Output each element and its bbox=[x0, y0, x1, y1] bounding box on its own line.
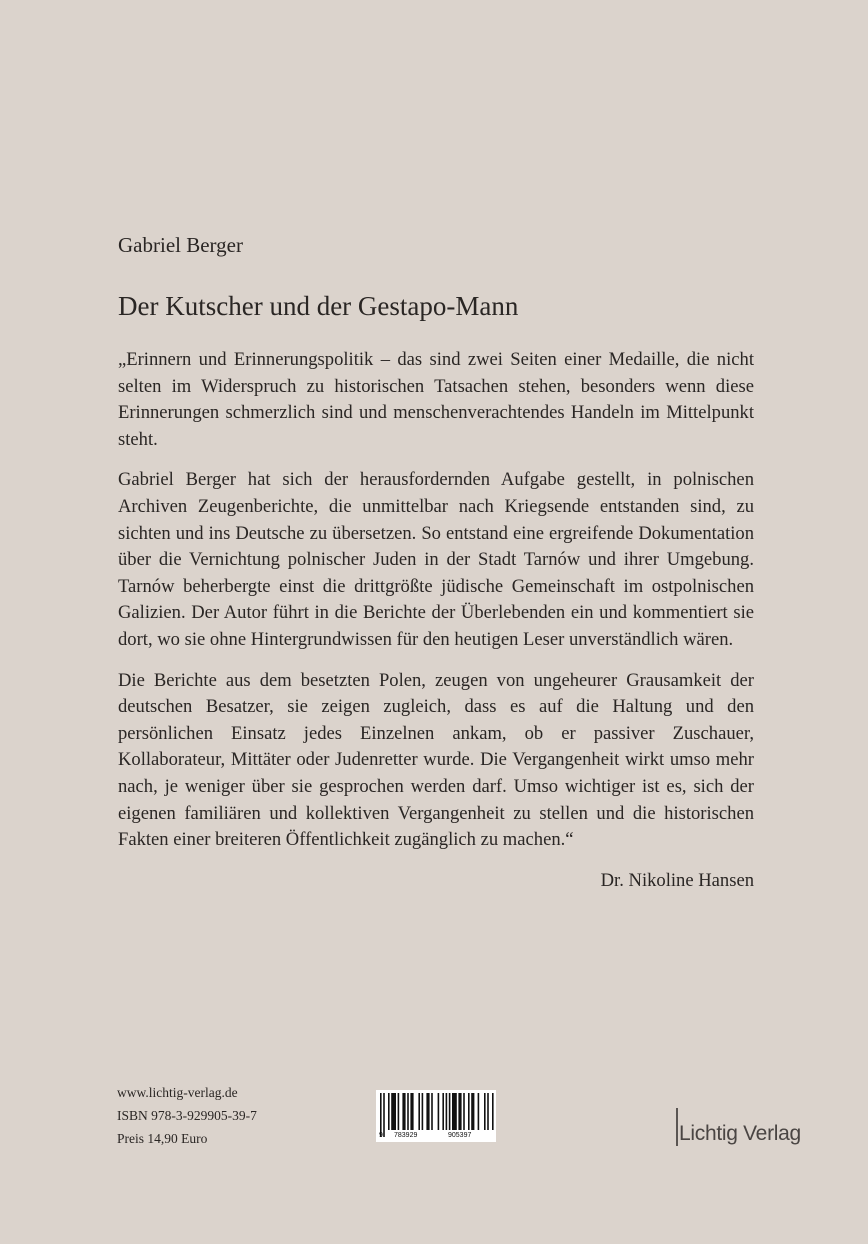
blurb-paragraph-3: Die Berichte aus dem besetzten Polen, zeugen von ungeheurer Grausamkeit der deutschen Besatzer, sie zeigen zugleich, dass es auf die Haltung und den persönlichen Einsatz jedes Einzelnen ankam, ob er passiver Zuschauer, Kollaborateur, Mittäter oder Judenretter wurde. Die Vergangenheit wirkt umso mehr nach, je weniger über sie gesprochen werden darf. Umso wichtiger ist es, sich der eigenen familiären und kollektiven Vergangenheit zu stellen und die historischen Fakten einer breiteren Öffentlichkeit zugänglich zu machen.“ bbox=[118, 669, 754, 851]
imprint-block bbox=[117, 1081, 257, 1150]
price-label: Preis 14,90 Euro bbox=[117, 1131, 208, 1146]
isbn-barcode bbox=[376, 1090, 496, 1142]
isbn-number: ISBN 978-3-929905-39-7 bbox=[117, 1108, 257, 1123]
book-author: Gabriel Berger bbox=[118, 233, 243, 257]
blurb-signature: Dr. Nikoline Hansen bbox=[600, 869, 754, 891]
barcode-left-digits: 783929 bbox=[394, 1132, 418, 1139]
book-title: Der Kutscher und der Gestapo-Mann bbox=[118, 291, 519, 321]
blurb-paragraph-1: „Erinnern und Erinnerungspolitik – das sind zwei Seiten einer Medaille, die nicht selten im Widerspruch zu historischen Tatsachen stehen, besonders wenn diese Erinnerungen schmerzlich sind und menschenverachtendes Handeln im Mittelpunkt steht. bbox=[118, 349, 754, 450]
barcode-first-digit: 9 bbox=[379, 1132, 383, 1139]
publisher-website: www.lichtig-verlag.de bbox=[117, 1085, 238, 1100]
blurb-text bbox=[118, 347, 754, 894]
blurb-paragraph-2: Gabriel Berger hat sich der herausfordernden Aufgabe gestellt, in polnischen Archiven Zeugenberichte, die unmittelbar nach Kriegsende entstanden sind, zu sichten und ins Deutsche zu übersetzen. So entstand eine ergreifende Dokumentation über die Vernichtung polnischer Juden in der Stadt Tarnów und ihrer Umgebung. Tarnów beherbergte einst die drittgrößte jüdische Gemeinschaft im ostpolnischen Galizien. Der Autor führt in die Berichte der Überlebenden ein und kommentiert sie dort, wo sie ohne Hintergrundwissen für den heutigen Leser unverständlich wären. bbox=[118, 469, 754, 650]
publisher-name: Lichtig Verlag bbox=[679, 1122, 801, 1145]
barcode-right-digits: 905397 bbox=[448, 1132, 472, 1139]
publisher-logo-bar-icon bbox=[676, 1108, 678, 1146]
